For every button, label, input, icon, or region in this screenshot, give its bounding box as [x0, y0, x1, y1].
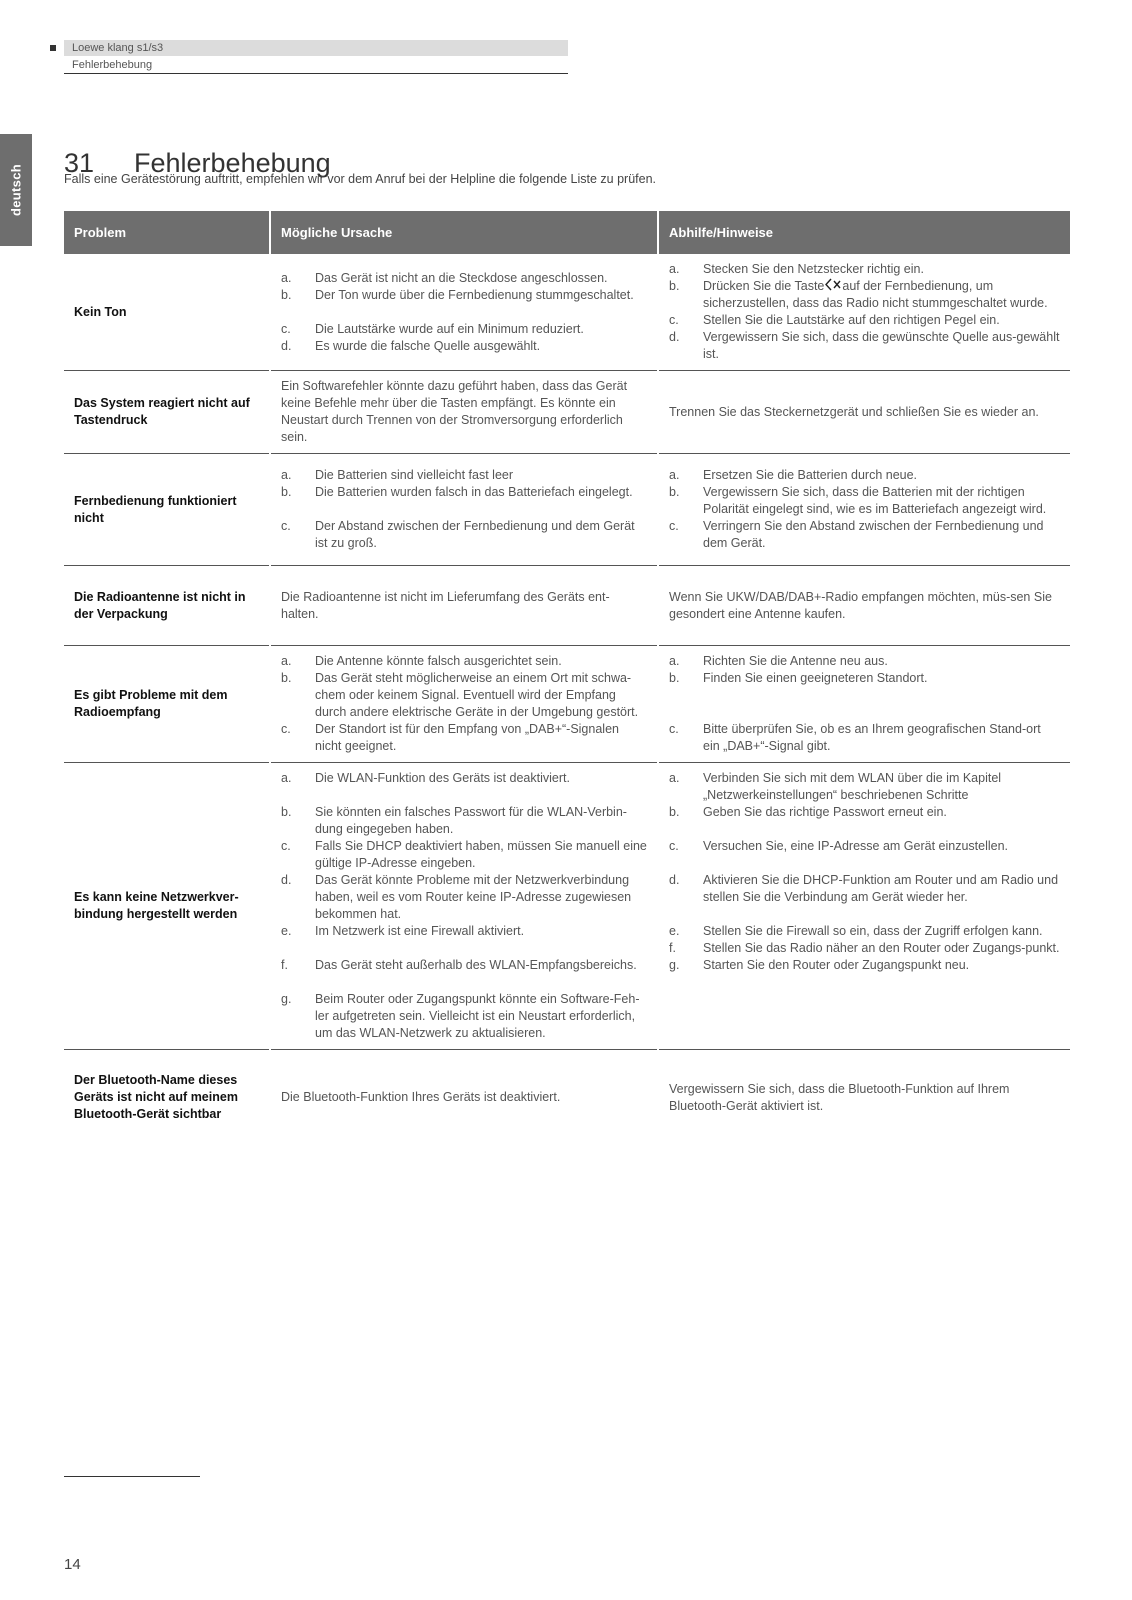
list-item: a. Stecken Sie den Netzstecker richtig ein.	[669, 262, 924, 276]
problem-cell: Es kann keine Netzwerkver-bindung hergestellt werden	[64, 763, 270, 1050]
header-problem: Problem	[64, 211, 270, 254]
remedy-cell	[658, 454, 1070, 566]
list-item: b. Finden Sie einen geeigneteren Standort.	[669, 671, 928, 685]
problem-cell: Das System reagiert nicht auf Tastendruck	[64, 371, 270, 454]
language-tab	[0, 134, 32, 246]
table-row	[64, 254, 1070, 371]
list-item: c. Der Standort ist für den Empfang von „DAB+“-Signalen nicht geeignet.	[281, 722, 619, 753]
list-item: b. Der Ton wurde über die Fernbedienung stummgeschaltet.	[281, 287, 634, 302]
remedy-cell: Trennen Sie das Steckernetzgerät und schließen Sie es wieder an.	[658, 371, 1070, 454]
list-item: c. Die Lautstärke wurde auf ein Minimum reduziert.	[281, 321, 584, 336]
table-row	[64, 371, 1070, 454]
remedy-cell: Wenn Sie UKW/DAB/DAB+-Radio empfangen möchten, müs-sen Sie gesondert eine Antenne kaufen.	[658, 566, 1070, 646]
table-row	[64, 763, 1070, 1050]
list-item: d. Es wurde die falsche Quelle ausgewählt.	[281, 338, 541, 353]
list-item: b. Drücken Sie die Taste auf der Fernbedienung, um sicherzustellen, dass das Radio nicht stummgeschaltet wurde.	[669, 279, 1048, 310]
list-item: g. Starten Sie den Router oder Zugangspunkt neu.	[669, 958, 970, 972]
remedy-cell	[658, 763, 1070, 1050]
problem-cell: Die Radioantenne ist nicht in der Verpackung	[64, 566, 270, 646]
header-rule	[64, 73, 568, 74]
list-item: a. Ersetzen Sie die Batterien durch neue.	[669, 468, 918, 482]
cause-cell: Ein Softwarefehler könnte dazu geführt haben, dass das Gerät keine Befehle mehr über die Tasten empfängt. Es könnte ein Neustart durch Trennen von der Stromversorgung erforderlich sein.	[270, 371, 658, 454]
problem-cell: Kein Ton	[64, 254, 270, 371]
footnote-rule	[64, 1476, 200, 1477]
troubleshooting-table	[64, 211, 1070, 1146]
list-item: b. Geben Sie das richtige Passwort erneut ein.	[669, 805, 947, 819]
list-item: a. Richten Sie die Antenne neu aus.	[669, 654, 888, 668]
list-item: e. Im Netzwerk ist eine Firewall aktiviert.	[281, 924, 525, 938]
chapter-number: 31	[64, 148, 95, 179]
intro-text: Falls eine Gerätestörung auftritt, empfehlen wir vor dem Anruf bei der Helpline die folgende Liste zu prüfen.	[64, 172, 656, 186]
list-item: a. Die Antenne könnte falsch ausgerichtet sein.	[281, 654, 562, 668]
list-item: a. Die WLAN-Funktion des Geräts ist deaktiviert.	[281, 771, 570, 785]
table-row	[64, 566, 1070, 646]
list-item: a. Das Gerät ist nicht an die Steckdose angeschlossen.	[281, 270, 608, 285]
remedy-cell	[658, 254, 1070, 371]
page-number: 14	[64, 1556, 81, 1573]
table-row	[64, 646, 1070, 763]
list-item: c. Bitte überprüfen Sie, ob es an Ihrem geografischen Stand-ort ein „DAB+“-Signal gibt.	[669, 722, 1041, 753]
list-item: g. Beim Router oder Zugangspunkt könnte ein Software-Feh-ler aufgetreten sein. Vielleicht ist ein Neustart erforderlich, um das WLAN-Netzwerk zu aktualisieren.	[281, 992, 640, 1040]
list-item: b. Vergewissern Sie sich, dass die Batterien mit der richtigen Polarität eingelegt sind, wie es im Batteriefach angezeigt wird.	[669, 485, 1047, 516]
remedy-cell	[658, 646, 1070, 763]
cause-cell	[270, 454, 658, 566]
cause-cell	[270, 763, 658, 1050]
header-remedy: Abhilfe/Hinweise	[658, 211, 1070, 254]
table-row	[64, 1050, 1070, 1146]
list-item: b. Die Batterien wurden falsch in das Batteriefach eingelegt.	[281, 485, 633, 499]
problem-cell: Es gibt Probleme mit dem Radioempfang	[64, 646, 270, 763]
list-item: c. Der Abstand zwischen der Fernbedienung und dem Gerät ist zu groß.	[281, 519, 635, 550]
list-item: d. Vergewissern Sie sich, dass die gewünschte Quelle aus-gewählt ist.	[669, 330, 1060, 361]
list-item: a. Verbinden Sie sich mit dem WLAN über die im Kapitel „Netzwerkeinstellungen“ beschriebenen Schritte	[669, 771, 1002, 802]
header-product: Loewe klang s1/s3	[64, 40, 568, 56]
mute-icon	[824, 278, 842, 291]
table-header-row	[64, 211, 1070, 254]
list-item: b. Sie könnten ein falsches Passwort für die WLAN-Verbin-dung eingegeben haben.	[281, 805, 627, 836]
cause-cell	[270, 254, 658, 371]
language-tab-label: deutsch	[8, 164, 24, 216]
list-item: d. Aktivieren Sie die DHCP-Funktion am Router und am Radio und stellen Sie die Verbindung am Gerät wieder her.	[669, 873, 1059, 904]
list-item: f. Stellen Sie das Radio näher an den Router oder Zugangs-punkt.	[669, 941, 1060, 955]
remedy-cell: Vergewissern Sie sich, dass die Bluetooth-Funktion auf Ihrem Bluetooth-Gerät aktiviert ist.	[669, 1081, 1010, 1113]
chapter-title-text: Fehlerbehebung	[134, 148, 331, 179]
cause-cell: Die Bluetooth-Funktion Ihres Geräts ist deaktiviert.	[270, 1050, 658, 1146]
cause-cell	[270, 646, 658, 763]
list-item: c. Verringern Sie den Abstand zwischen der Fernbedienung und dem Gerät.	[669, 519, 1044, 550]
list-item: b. Das Gerät steht möglicherweise an einem Ort mit schwa-chem oder keinem Signal. Eventuell wird der Empfang durch andere elektrische Geräte in der Umgebung gestört.	[281, 671, 639, 719]
list-item: d. Das Gerät könnte Probleme mit der Netzwerkverbindung haben, weil es vom Router keine IP-Adresse zugewiesen bekommen hat.	[281, 873, 632, 921]
problem-cell: Der Bluetooth-Name dieses Geräts ist nicht auf meinem Bluetooth-Gerät sichtbar	[64, 1050, 270, 1146]
list-item: c. Falls Sie DHCP deaktiviert haben, müssen Sie manuell eine gültige IP-Adresse eingeben.	[281, 839, 647, 870]
cause-cell: Die Radioantenne ist nicht im Lieferumfang des Geräts ent-halten.	[270, 566, 658, 646]
list-item: c. Stellen Sie die Lautstärke auf den richtigen Pegel ein.	[669, 313, 1000, 327]
list-item: e. Stellen Sie die Firewall so ein, dass der Zugriff erfolgen kann.	[669, 924, 1043, 938]
header-cause: Mögliche Ursache	[270, 211, 658, 254]
header-section: Fehlerbehebung	[72, 59, 153, 71]
table-row	[64, 454, 1070, 566]
list-item: f. Das Gerät steht außerhalb des WLAN-Empfangsbereichs.	[281, 958, 637, 972]
list-item: a. Die Batterien sind vielleicht fast leer	[281, 468, 514, 482]
header-marker	[50, 45, 56, 51]
problem-cell: Fernbedienung funktioniert nicht	[64, 454, 270, 566]
list-item: c. Versuchen Sie, eine IP-Adresse am Gerät einzustellen.	[669, 839, 1009, 853]
